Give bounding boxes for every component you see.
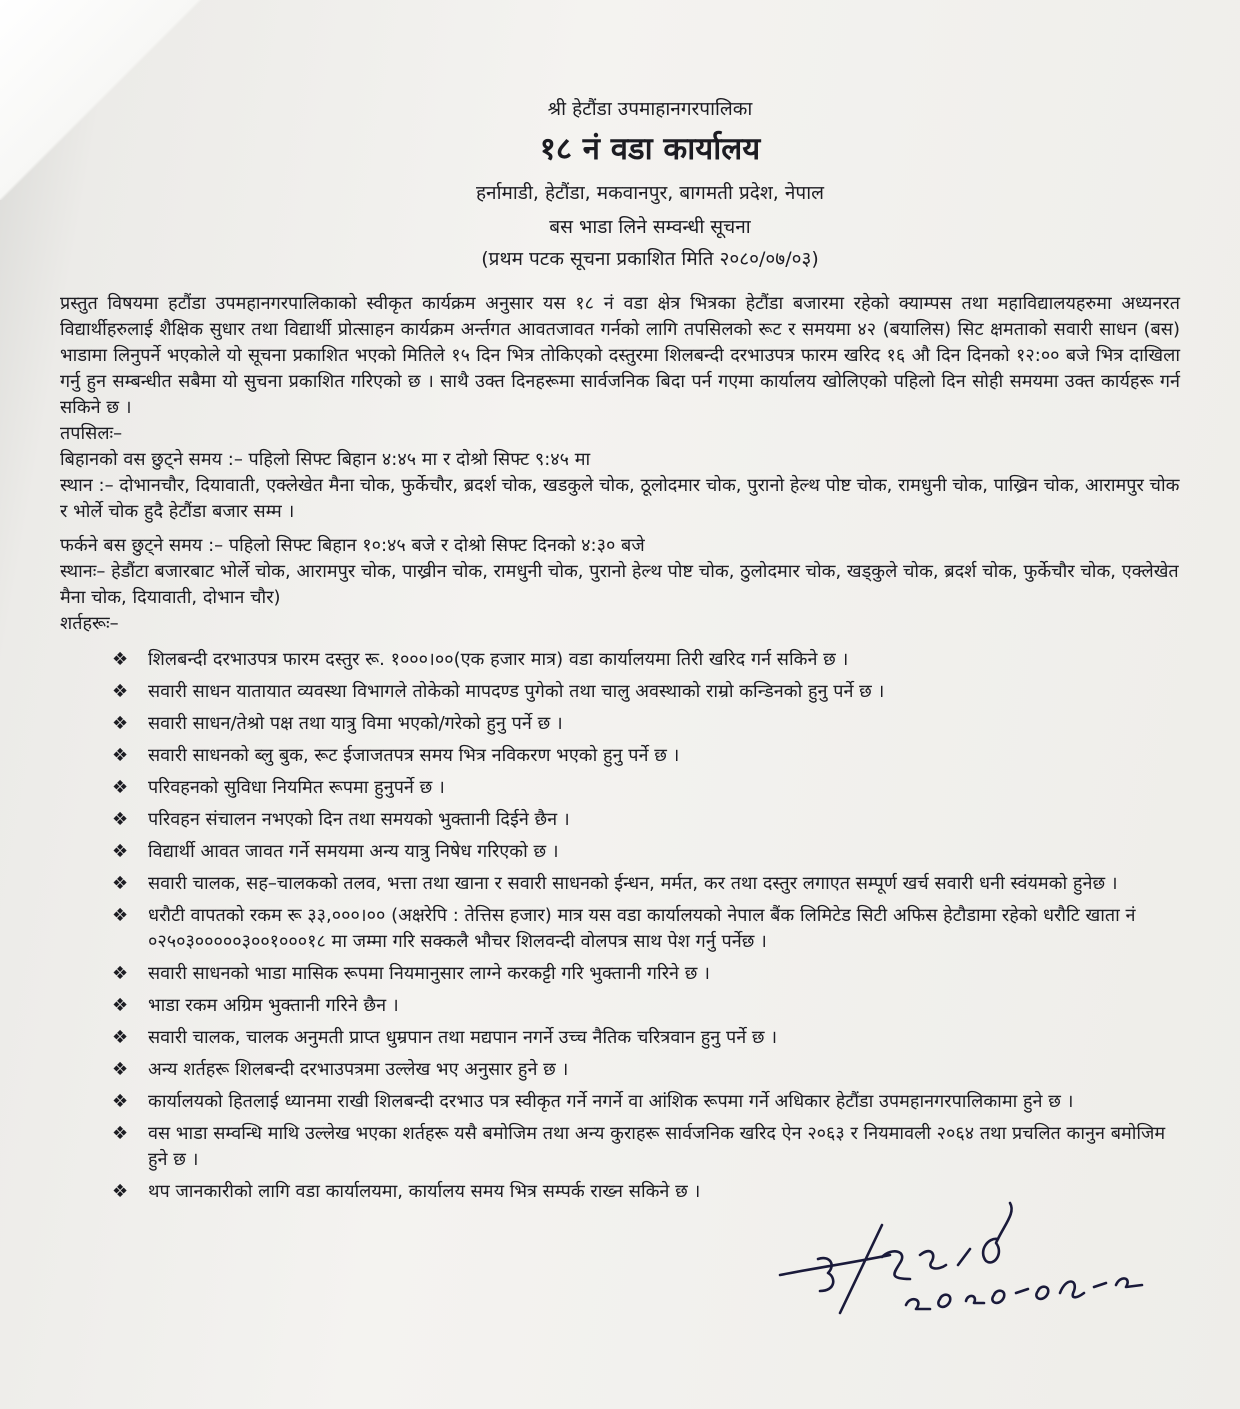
diamond-bullet-icon: ❖ <box>112 1123 129 1144</box>
diamond-bullet-icon: ❖ <box>112 1027 129 1048</box>
diamond-bullet-icon: ❖ <box>112 1181 129 1202</box>
condition-text: सवारी चालक, चालक अनुमती प्राप्त धुम्रपान तथा मद्यपान नगर्ने उच्च नैतिक चरित्रवान हुनु पर्ने छ । <box>148 1027 778 1048</box>
condition-text: सवारी साधनको ब्लु बुक, रूट ईजाजतपत्र समय भित्र नविकरण भएको हुनु पर्ने छ । <box>148 745 680 766</box>
signature-stroke <box>938 1295 950 1307</box>
condition-text: भाडा रकम अग्रिम भुक्तानी गरिने छैन । <box>148 995 399 1016</box>
condition-item <box>112 1089 1180 1115</box>
condition-text: कार्यालयको हितलाई ध्यानमा राखी शिलबन्दी दरभाउ पत्र स्वीकृत गर्ने नगर्ने वा आंशिक रूपमा गर्ने अधिकार हेटौंडा उपमहानगरपालिकामा हुने छ । <box>148 1091 1074 1112</box>
condition-item <box>112 1057 1180 1083</box>
signature-stroke <box>958 1249 970 1265</box>
diamond-bullet-icon: ❖ <box>112 905 129 926</box>
condition-text: सवारी साधनको भाडा मासिक रूपमा नियमानुसार लाग्ने करकट्टी गरि भुक्तानी गरिने छ । <box>148 963 710 984</box>
condition-text: परिवहनको सुविधा नियमित रूपमा हुनुपर्ने छ । <box>148 777 445 798</box>
diamond-bullet-icon: ❖ <box>112 809 129 830</box>
letterhead <box>120 95 1180 271</box>
signature-stroke <box>818 1258 833 1291</box>
condition-item <box>112 903 1180 955</box>
ward-office-title: १८ नं वडा कार्यालय <box>539 131 761 167</box>
condition-item <box>112 993 1180 1019</box>
condition-item <box>112 839 1180 865</box>
condition-text: सवारी साधन यातायात व्यवस्था विभागले तोकेको मापदण्ड पुगेको तथा चालु अवस्थाको राम्रो कन्डिनको हुनु पर्ने छ । <box>148 681 885 702</box>
condition-item <box>112 961 1180 987</box>
signature-stroke <box>906 1299 930 1309</box>
signature-stroke <box>1060 1282 1084 1298</box>
condition-item <box>112 647 1180 673</box>
condition-text: धरौटी वापतको रकम रू ३३,०००।०० (अक्षरेपि : तेत्तिस हजार) मात्र यस वडा कार्यालयको नेपाल बैंक लिमिटेड सिटी अफिस हेटौडामा रहेको धरौटि खाता नं ०२५०३०००००३००१०००१८ मा जम्मा गरि सक्कलै भौचर शिलवन्दी वोलपत्र साथ पेश गर्नु पर्नेछ । <box>148 905 1136 952</box>
diamond-bullet-icon: ❖ <box>112 745 129 766</box>
signature-stroke <box>992 1291 1004 1303</box>
return-departure-time: फर्कने बस छुट्ने समय :– पहिलो सिफ्ट बिहान १०:४५ बजे र दोश्रो सिफ्ट दिनको ४:३० बजे <box>60 535 645 556</box>
conditions-list <box>60 647 1180 1205</box>
signature-stroke <box>920 1251 946 1268</box>
diamond-bullet-icon: ❖ <box>112 873 129 894</box>
condition-text: विद्यार्थी आवत जावत गर्ने समयमा अन्य यात्रु निषेध गरिएको छ । <box>148 841 559 862</box>
signature-stroke <box>1094 1283 1106 1287</box>
morning-route: स्थान :– दोभानचौर, दियावाती, एक्लेखेत मैना चोक, फुर्केचौर, ब्रदर्श चोक, खडकुले चोक, ठूलोदमार चोक, पुरानो हेल्थ पोष्ट चोक, रामधुनी चोक, पाख्रिन चोक, आरामपुर चोक र भोर्ले चोक हुदै हेटौंडा बजार सम्म । <box>60 475 1180 522</box>
signature-stroke <box>780 1255 890 1275</box>
morning-departure-time: बिहानको वस छुट्ने समय :– पहिलो सिफ्ट बिहान ४:४५ मा र दोश्रो सिफ्ट ९:४५ मा <box>60 449 591 470</box>
diamond-bullet-icon: ❖ <box>112 649 129 670</box>
handwritten-signature <box>770 1195 1150 1325</box>
condition-item <box>112 1025 1180 1051</box>
condition-item <box>112 711 1180 737</box>
condition-item <box>112 807 1180 833</box>
schedule-label: तपसिलः– <box>60 423 123 444</box>
signature-stroke <box>1016 1289 1028 1293</box>
return-route: स्थानः– हेडौंटा बजारबाट भोर्ले चोक, आरामपुर चोक, पाख्रीन चोक, रामधुनी चोक, पुरानो हेल्थ पोष्ट चोक, ठुलोदमार चोक, खड्कुले चोक, ब्रदर्श चोक, फुर्केचौर चोक, एक्लेखेत मैना चोक, दियावाती, दोभान चौर) <box>60 561 1179 608</box>
diamond-bullet-icon: ❖ <box>112 963 129 984</box>
conditions-label: शर्तहरूः– <box>60 613 119 634</box>
condition-item <box>112 679 1180 705</box>
publication-date: (प्रथम पटक सूचना प्रकाशित मिति २०८०/०७/०३) <box>481 248 819 270</box>
diamond-bullet-icon: ❖ <box>112 995 129 1016</box>
condition-item <box>112 1121 1180 1173</box>
signature-stroke <box>840 1225 882 1313</box>
diamond-bullet-icon: ❖ <box>112 1091 129 1112</box>
municipality-name: श्री हेटौंडा उपमाहानगरपालिका <box>547 98 753 120</box>
notice-subject: बस भाडा लिने सम्वन्धी सूचना <box>549 216 751 238</box>
diamond-bullet-icon: ❖ <box>112 681 129 702</box>
signature-stroke <box>966 1296 984 1303</box>
condition-text: सवारी चालक, सह–चालकको तलव, भत्ता तथा खाना र सवारी साधनको ईन्धन, मर्मत, कर तथा दस्तुर लगाएत सम्पूर्ण खर्च सवारी धनी स्वंयमको हुनेछ । <box>148 873 1118 894</box>
condition-item <box>112 743 1180 769</box>
diamond-bullet-icon: ❖ <box>112 841 129 862</box>
condition-text: थप जानकारीको लागि वडा कार्यालयमा, कार्यालय समय भित्र सम्पर्क राख्न सकिने छ । <box>148 1181 701 1202</box>
condition-text: अन्य शर्तहरू शिलबन्दी दरभाउपत्रमा उल्लेख भए अनुसार हुने छ । <box>148 1059 569 1080</box>
office-address: हर्नामाडी, हेटौंडा, मकवानपुर, बागमती प्रदेश, नेपाल <box>475 182 825 204</box>
diamond-bullet-icon: ❖ <box>112 777 129 798</box>
intro-paragraph: प्रस्तुत विषयमा हटौंडा उपमहानगरपालिकाको स्वीकृत कार्यक्रम अनुसार यस १८ नं वडा क्षेत्र भित्रका हेटौंडा बजारमा रहेको क्याम्पस तथा महाविद्यालयहरुमा अध्यनरत विद्यार्थीहरुलाई शैक्षिक सुधार तथा विद्यार्थी प्रोत्साहन कार्यक्रम अर्न्तगत आवतजावत गर्नको लागि तपसिलको रूट र समयमा ४२ (बयालिस) सिट क्षमताको सवारी साधन (बस) भाडामा लिनुपर्ने भएकोले यो सूचना प्रकाशित भएको मितिले १५ दिन भित्र तोकिएको दस्तुरमा शिलबन्दी दरभाउपत्र फारम खरिद १६ औ दिन दिनको १२:०० बजे भित्र दाखिला गर्नु हुन सम्बन्धीत सबैमा यो सुचना प्रकाशित गरिएको छ । साथै उक्त दिनहरूमा सार्वजनिक बिदा पर्न गएमा कार्यालय खोलिएको पहिलो दिन सोही समयमा उक्त कार्यहरू गर्न सकिने छ । <box>60 293 1180 418</box>
diamond-bullet-icon: ❖ <box>112 1059 129 1080</box>
condition-text: सवारी साधन/तेश्रो पक्ष तथा यात्रु विमा भएको/गरेको हुनु पर्ने छ । <box>148 713 563 734</box>
signature-stroke <box>1036 1287 1048 1299</box>
signature-stroke <box>1116 1278 1142 1287</box>
condition-text: वस भाडा सम्वन्धि माथि उल्लेख भएका शर्तहरू यसै बमोजिम तथा अन्य कुराहरू सार्वजनिक खरिद ऐन २०६३ र नियमावली २०६४ तथा प्रचलित कानुन बमोजिम हुने छ । <box>148 1123 1166 1170</box>
condition-text: परिवहन संचालन नभएको दिन तथा समयको भुक्तानी दिईने छैन । <box>148 809 570 830</box>
signature-stroke <box>983 1203 1012 1262</box>
diamond-bullet-icon: ❖ <box>112 713 129 734</box>
notice-document <box>60 95 1180 1211</box>
condition-item <box>112 775 1180 801</box>
condition-text: शिलबन्दी दरभाउपत्र फारम दस्तुर रू. १०००।००(एक हजार मात्र) वडा कार्यालयमा तिरी खरिद गर्न सकिने छ । <box>148 649 849 670</box>
condition-item <box>112 871 1180 897</box>
